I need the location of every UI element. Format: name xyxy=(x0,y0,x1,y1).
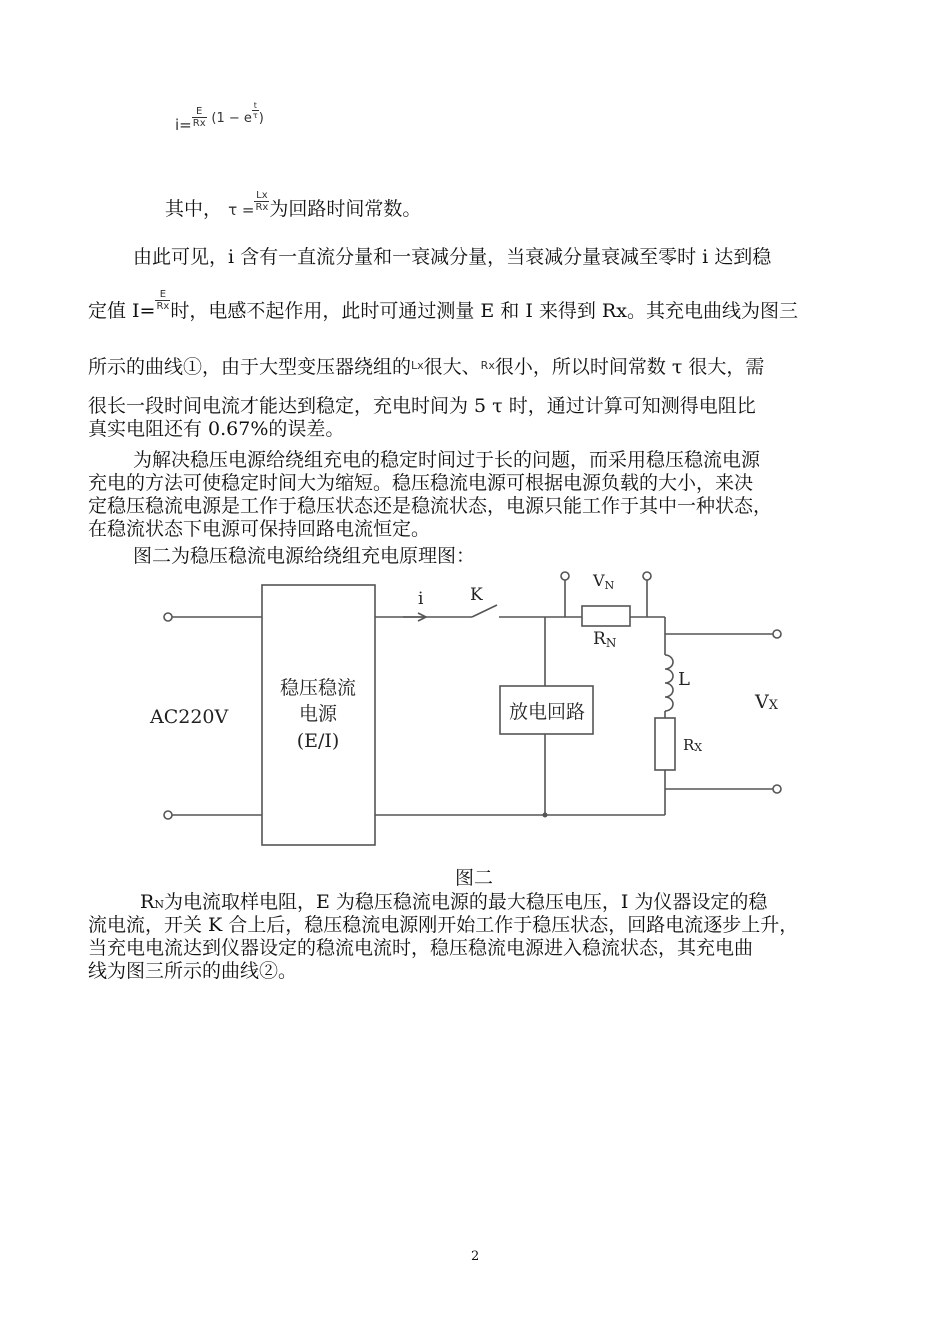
vx-terminal-bottom xyxy=(773,785,781,793)
box-label-line2: 电源 xyxy=(298,703,338,725)
para1-fraction: $\frac{E}{Rx}$ xyxy=(156,288,170,312)
vn-terminal-left xyxy=(561,572,569,580)
ac-terminal-top xyxy=(164,613,172,621)
switch-label: K xyxy=(470,585,483,605)
current-label: i xyxy=(418,589,424,609)
junction-dot xyxy=(543,813,548,818)
para2-line1: 为解决稳压电源给绕组充电的稳定时间过于长的问题，而采用稳压稳流电源 xyxy=(133,449,761,471)
rn-label: RN xyxy=(593,629,617,650)
vn-terminal-right xyxy=(643,572,651,580)
ac-label: AC220V xyxy=(150,706,229,728)
para1-line1: 由此可见，i 含有一直流分量和一衰减分量，当衰减分量衰减至零时 i 达到稳 xyxy=(133,246,772,268)
para3-line1: 图二为稳压稳流电源给绕组充电原理图： xyxy=(133,545,476,567)
para1-line3: 所示的曲线①，由于大型变压器绕组的$^{Lx}$很大、$^{Rx}$很小，所以时间常数 τ 很大，需 xyxy=(88,356,765,378)
para1-line4: 很长一段时间电流才能达到稳定，充电时间为 5 τ 时，通过计算可知测得电阻比 xyxy=(88,395,756,417)
figure-caption: 图二 xyxy=(455,867,494,889)
para1-line5: 真实电阻还有 0.67%的误差。 xyxy=(88,418,345,440)
box-label-line1: 稳压稳流 xyxy=(279,677,357,699)
formula1-fraction: $\frac{E}{Rx}$ xyxy=(192,106,206,129)
para2-line2: 充电的方法可使稳定时间大为缩短。稳压稳流电源可根据电源负载的大小，来决 xyxy=(88,472,754,494)
rx-label: RX xyxy=(683,736,703,754)
box-label-line3: (E/I) xyxy=(296,730,340,752)
discharge-label: 放电回路 xyxy=(508,701,586,723)
inductor-l xyxy=(665,655,673,711)
para4-line1: RN为电流取样电阻，E 为稳压稳流电源的最大稳压电压，I 为仪器设定的稳 xyxy=(140,891,768,913)
vn-label: VN xyxy=(593,571,615,592)
para2-line4: 在稳流状态下电源可保持回路电流恒定。 xyxy=(88,518,431,540)
rx-resistor xyxy=(655,718,675,770)
para4-line2: 流电流，开关 K 合上后，稳压稳流电源刚开始工作于稳压状态，回路电流逐步上升， xyxy=(88,914,799,936)
para2-line3: 定稳压稳流电源是工作于稳压状态还是稳流状态，电源只能工作于其中一种状态， xyxy=(88,495,773,517)
formula-time-constant: 其中， τ = $\frac{Lx}{Rx}$ 为回路时间常数。 xyxy=(165,189,422,220)
page-number: 2 xyxy=(471,1249,480,1264)
para4-line3: 当充电电流达到仪器设定的稳流电流时，稳压稳流电源进入稳流状态，其充电曲 xyxy=(88,937,754,959)
formula-charging-current: i= $\frac{E}{Rx}$ (1 − e $\frac{t}{\tau}$ ) xyxy=(175,101,264,134)
para4-line4: 线为图三所示的曲线②。 xyxy=(88,960,298,982)
vx-terminal-top xyxy=(773,630,781,638)
vx-label: VX xyxy=(755,691,778,713)
rn-resistor xyxy=(582,606,630,626)
para1-line2: 定值 I= $\frac{E}{Rx}$ 时，电感不起作用，此时可通过测量 E 和 I 来得到 Rx。其充电曲线为图三 xyxy=(88,288,798,322)
formula2-fraction: $\frac{Lx}{Rx}$ xyxy=(255,189,269,213)
formula1-exponent: $\frac{t}{\tau}$ xyxy=(252,101,258,120)
inductor-label: L xyxy=(678,669,690,690)
ac-terminal-bottom xyxy=(164,811,172,819)
switch-k xyxy=(472,605,497,617)
formula1-lhs: i= xyxy=(175,116,192,134)
